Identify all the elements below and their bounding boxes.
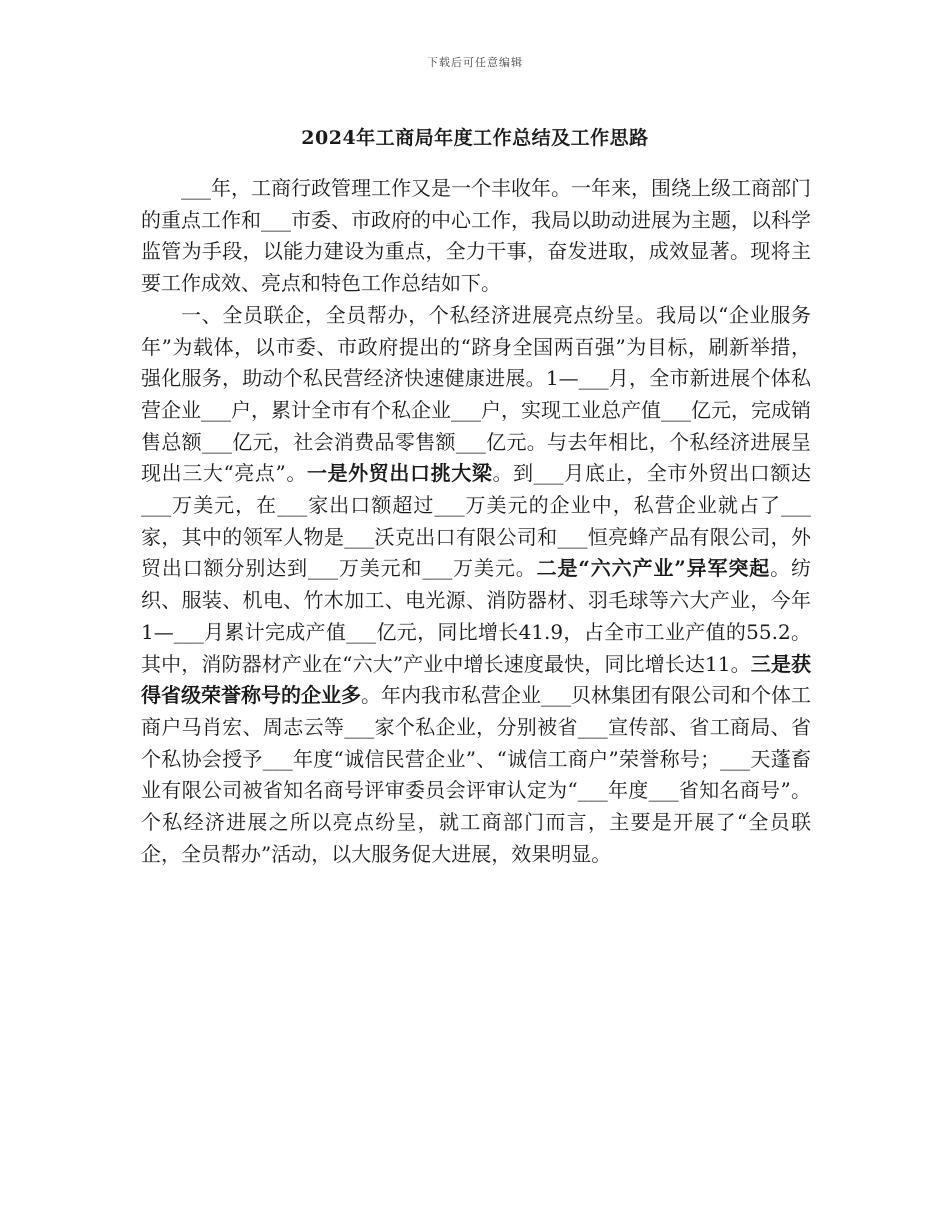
text-segment: 。年内我市私营企业___贝林集团有限公司和个体工商户马肖宏、周志云等___家个私企业，分别被省___宣传部、省工商局、省个私协会授予___年度“诚信民营企业”、“诚信工商户”荣誉称号；___天蓬畜业有限公司被省知名商号评审委员会评审认定为“___年度___省知名商号”。个私经济进展之所以亮点纷呈，就工商部门而言，主要是开展了“全员联企，全员帮办”活动，以大服务促大进展，效果明显。 <box>141 683 811 866</box>
text-segment: 。到___月底止，全市外贸出口额达___万美元，在___家出口额超过___万美元的企业中，私营企业就占了___家，其中的领军人物是___沃克出口有限公司和___恒亮蜂产品有限公司，外贸出口额分别达到___万美元和___万美元。 <box>141 461 812 581</box>
paragraph-intro <box>141 173 811 300</box>
document-title: 2024年工商局年度工作总结及工作思路 <box>301 127 649 149</box>
text-segment: ___年，工商行政管理工作又是一个丰收年。一年来，围绕上级工商部门的重点工作和___市委、市政府的中心工作，我局以助动进展为主题，以科学监管为手段，以能力建设为重点，全力干事，奋发进取，成效显著。现将主要工作成效、亮点和特色工作总结如下。 <box>141 176 811 296</box>
text-segment: 。纺织、服装、机电、竹木加工、电光源、消防器材、羽毛球等六大产业，今年1—___月累计完成产值___亿元，同比增长41.9，占全市工业产值的55.2。其中，消防器材产业在“六大”产业中增长速度最快，同比增长达11。 <box>141 556 811 676</box>
header-note: 下载后可任意编辑 <box>427 56 523 69</box>
document-body <box>141 173 811 870</box>
paragraph-section-1 <box>141 300 811 871</box>
highlight-provincial-honors: 三是获得省级荣誉称号的企业多 <box>141 651 811 708</box>
highlight-foreign-trade: 一是外贸出口挑大梁 <box>306 461 493 486</box>
highlight-six-industries: 二是“六六产业”异军突起 <box>536 556 771 581</box>
text-segment: 一、全员联企，全员帮办，个私经济进展亮点纷呈。我局以“企业服务年”为载体，以市委、市政府提出的“跻身全国两百强”为目标，刷新举措，强化服务，助动个私民营经济快速健康进展。1—___月，全市新进展个体私营企业___户，累计全市有个私企业___户，实现工业总产值___亿元，完成销售总额___亿元，社会消费品零售额___亿元。与去年相比，个私经济进展呈现出三大“亮点”。 <box>141 302 811 486</box>
